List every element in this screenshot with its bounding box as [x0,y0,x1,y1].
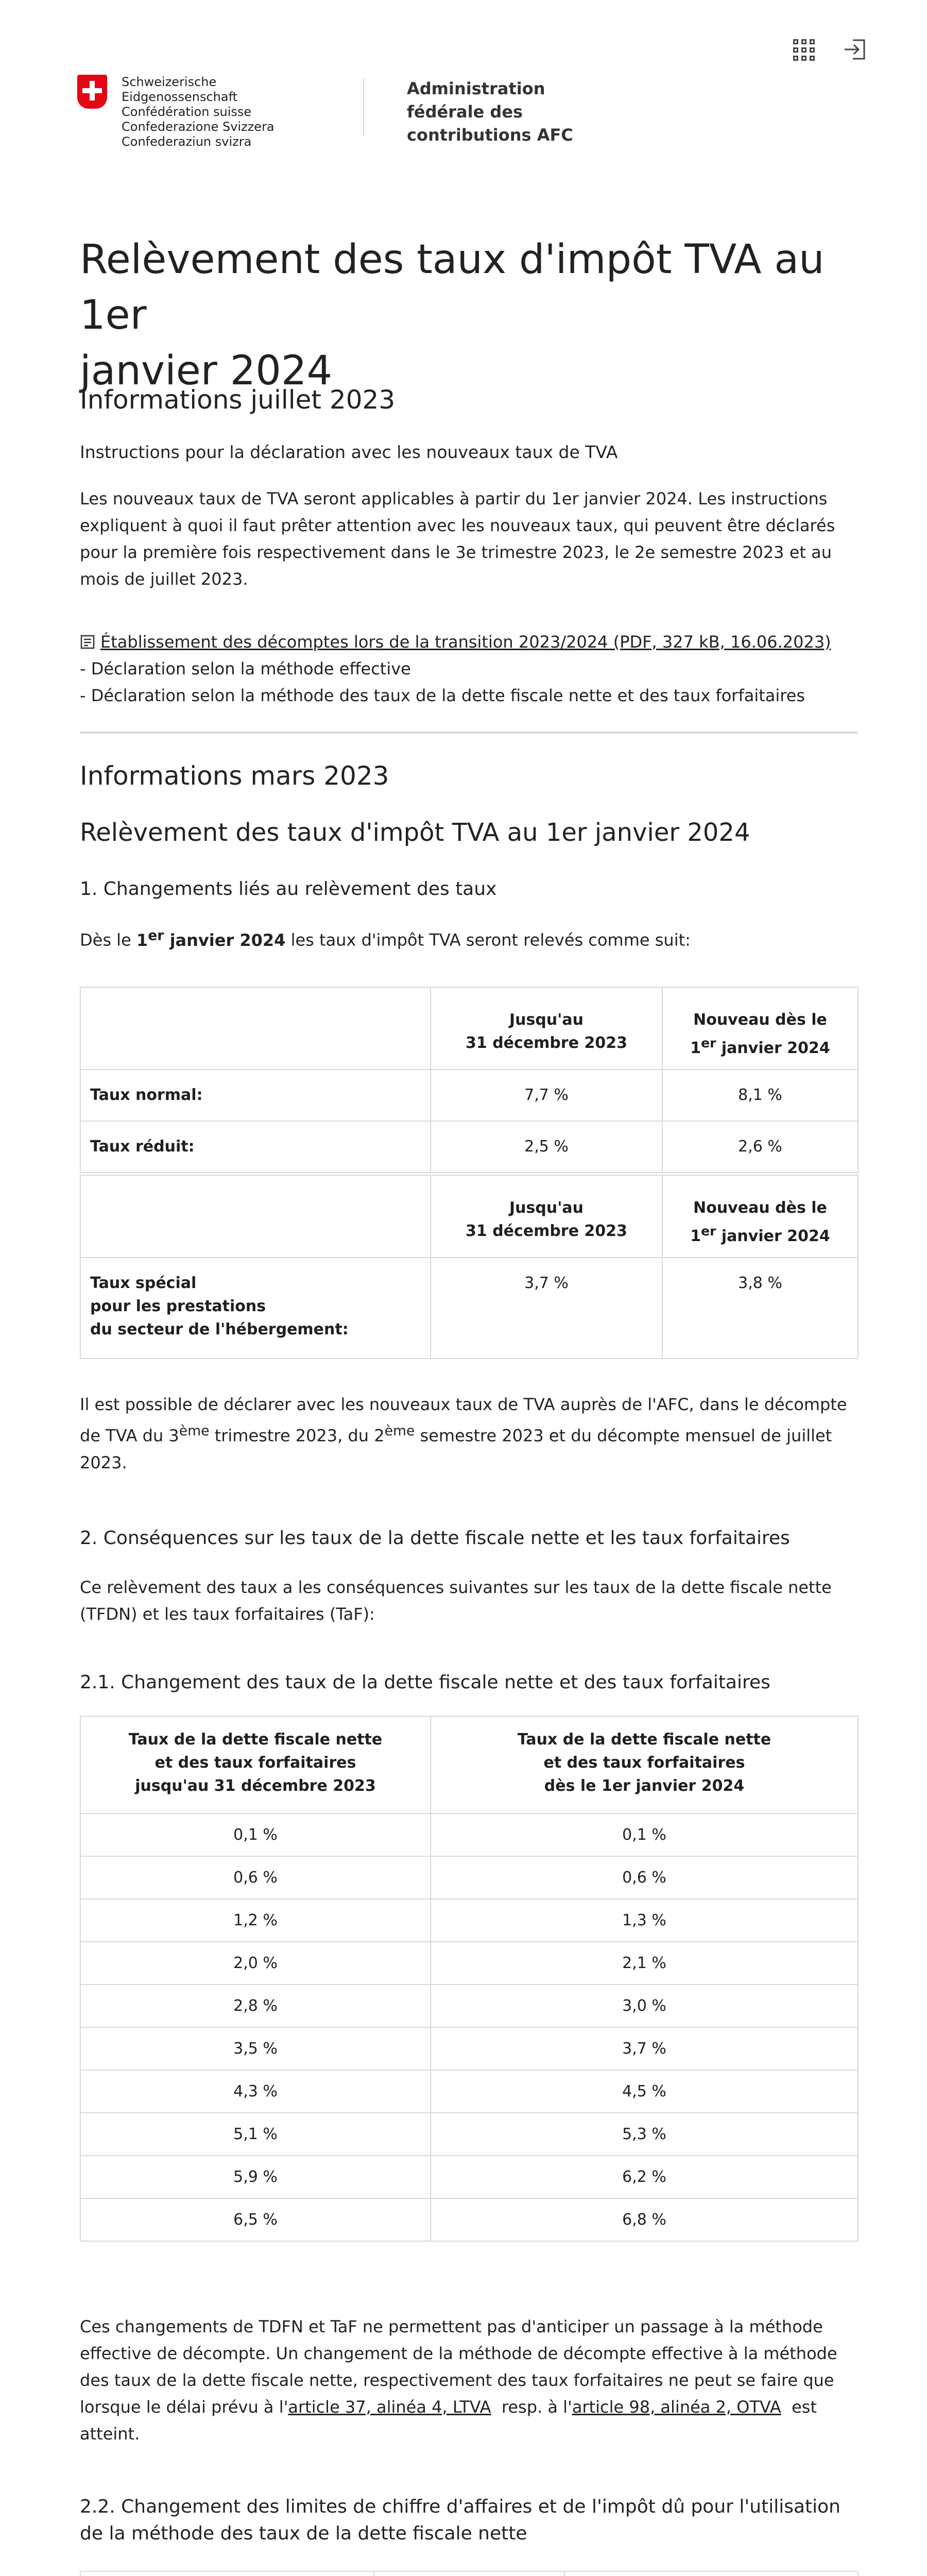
apps-grid-icon[interactable] [793,39,815,61]
old-rate-cell: 0,1 % [80,1814,431,1856]
new-rate-cell: 3,7 % [431,2027,858,2070]
table-row [80,2027,858,2070]
old-rate-cell: 5,9 % [80,2156,431,2198]
header-tools [793,34,886,70]
section-2-1-outro: Ces changements de TDFN et TaF ne permettent pas d'anticiper un passage à la méthode effective de décompte. Un changement de la méthode de décompte effective à la méthode des taux de la dette fiscale nette, respectivement des taux forfaitaires ne peut se faire que lorsque le délai prévu à l'article 37, alinéa 4, LTVA resp. à l'article 98, alinéa 2, OTVA est atteint. [80,2317,837,2444]
section-2-intro: Ce relèvement des taux a les conséquences suivantes sur les taux de la dette fiscale nette (TFDN) et les taux forfaitaires (TaF): [80,1578,832,1624]
table-row [80,1899,858,1942]
section-1-heading: 1. Changements liés au relèvement des taux [80,878,497,900]
table-row: Taux réduit: 2,5 % 2,6 % [80,1121,858,1173]
document-icon [80,634,95,650]
new-rate-cell: 1,3 % [431,1899,858,1942]
rates-table [80,987,859,1173]
net-tax-rates-table [80,1716,859,2242]
section-2-2-heading: 2.2. Changement des limites de chiffre d'affaires et de l'impôt dû pour l'utilisation de la méthode des taux de la dette fiscale nette [80,2496,841,2544]
table-header-row: Jusqu'au 31 décembre 2023 Nouveau dès le 1er janvier 2024 [80,987,858,1070]
old-rate-cell: 1,2 % [80,1899,431,1942]
new-rate-cell: 0,6 % [431,1856,858,1899]
info-july-paragraph: Les nouveaux taux de TVA seront applicables à partir du 1er janvier 2024. Les instructions expliquent à quoi il faut prêter attention avec les nouveaux taux, qui peuvent être déclarés pour la première fois respectivement dans le 3e trimestre 2023, le 2e semestre 2023 et au mois de juillet 2023. [80,489,835,589]
old-rate-cell: 5,1 % [80,2113,431,2156]
old-rate-cell: 3,5 % [80,2027,431,2070]
info-march-subheading: Relèvement des taux d'impôt TVA au 1er janvier 2024 [80,818,750,847]
section-divider [80,732,857,734]
otva-article-link[interactable]: article 98, alinéa 2, OTVA [572,2397,781,2417]
table-row: Taux normal: 7,7 % 8,1 % [80,1070,858,1121]
table-row [80,2113,858,2156]
old-rate-cell: 2,0 % [80,1942,431,1985]
ltva-article-link[interactable]: article 37, alinéa 4, LTVA [288,2397,491,2417]
login-icon[interactable] [843,37,867,62]
section-2-heading: 2. Conséquences sur les taux de la dette fiscale nette et les taux forfaitaires [80,1528,790,1549]
info-july-subheading: Instructions pour la déclaration avec les nouveaux taux de TVA [80,442,618,462]
net-tax-rates-body [80,1814,858,2241]
table-row: Taux spécial pour les prestations du secteur de l'hébergement: 3,7 % 3,8 % [80,1258,858,1359]
bullet-effective: - Déclaration selon la méthode effective [80,659,411,679]
table-row [80,2070,858,2113]
table-row [80,1985,858,2027]
table-row [80,1942,858,1985]
administration-name: Administration fédérale des contributions AFC [407,79,573,145]
special-rate-table [80,1175,859,1359]
new-rate-cell: 2,1 % [431,1942,858,1985]
confederation-names: Schweizerische Eidgenossenschaft Confédération suisse Confederazione Svizzera Confederaziun svizra [122,75,274,149]
section-1-intro: Dès le 1er janvier 2024 les taux d'impôt TVA seront relevés comme suit: [80,927,691,950]
table-row [80,2156,858,2198]
table-row [80,1814,858,1856]
download-link-row[interactable] [80,629,857,655]
old-rate-cell: 2,8 % [80,1985,431,2027]
info-march-heading: Informations mars 2023 [80,761,389,791]
info-july-download [80,629,857,709]
swiss-cross-icon [77,75,107,109]
new-rate-cell: 5,3 % [431,2113,858,2156]
new-rate-cell: 3,0 % [431,1985,858,2027]
federal-logo[interactable] [77,75,314,152]
table-row [80,2198,858,2241]
table-header-row: Jusqu'au 31 décembre 2023 Nouveau dès le 1er janvier 2024 [80,1175,858,1258]
section-2-1-heading: 2.1. Changement des taux de la dette fiscale nette et des taux forfaitaires [80,1672,770,1693]
old-rate-cell: 0,6 % [80,1856,431,1899]
transition-pdf-link[interactable]: Établissement des décomptes lors de la transition 2023/2024 (PDF, 327 kB, 16.06.2023) [100,632,831,652]
site-header [0,0,927,149]
bullet-tdfn: - Déclaration selon la méthode des taux de la dette fiscale nette et des taux forfaitaires [80,686,805,705]
table-header-row: Taux de la dette fiscale nette et des taux forfaitaires jusqu'au 31 décembre 2023 Taux de la dette fiscale nette et des taux forfaitaires dès le 1er janvier 2024 [80,1716,858,1814]
new-rate-cell: 0,1 % [431,1814,858,1856]
new-rate-cell: 6,2 % [431,2156,858,2198]
header-divider [363,78,364,136]
section-1-outro: Il est possible de déclarer avec les nouveaux taux de TVA auprès de l'AFC, dans le décompte de TVA du 3ème trimestre 2023, du 2ème semestre 2023 et du décompte mensuel de juillet 2023. [80,1395,847,1472]
page-title: Relèvement des taux d'impôt TVA au 1er janvier 2024 [80,236,825,394]
info-july-heading: Informations juillet 2023 [80,385,396,415]
old-rate-cell: 4,3 % [80,2070,431,2113]
table-header-row [80,2571,858,2576]
old-rate-cell: 6,5 % [80,2198,431,2241]
turnover-limits-table [80,2571,859,2576]
new-rate-cell: 6,8 % [431,2198,858,2241]
new-rate-cell: 4,5 % [431,2070,858,2113]
table-row [80,1856,858,1899]
